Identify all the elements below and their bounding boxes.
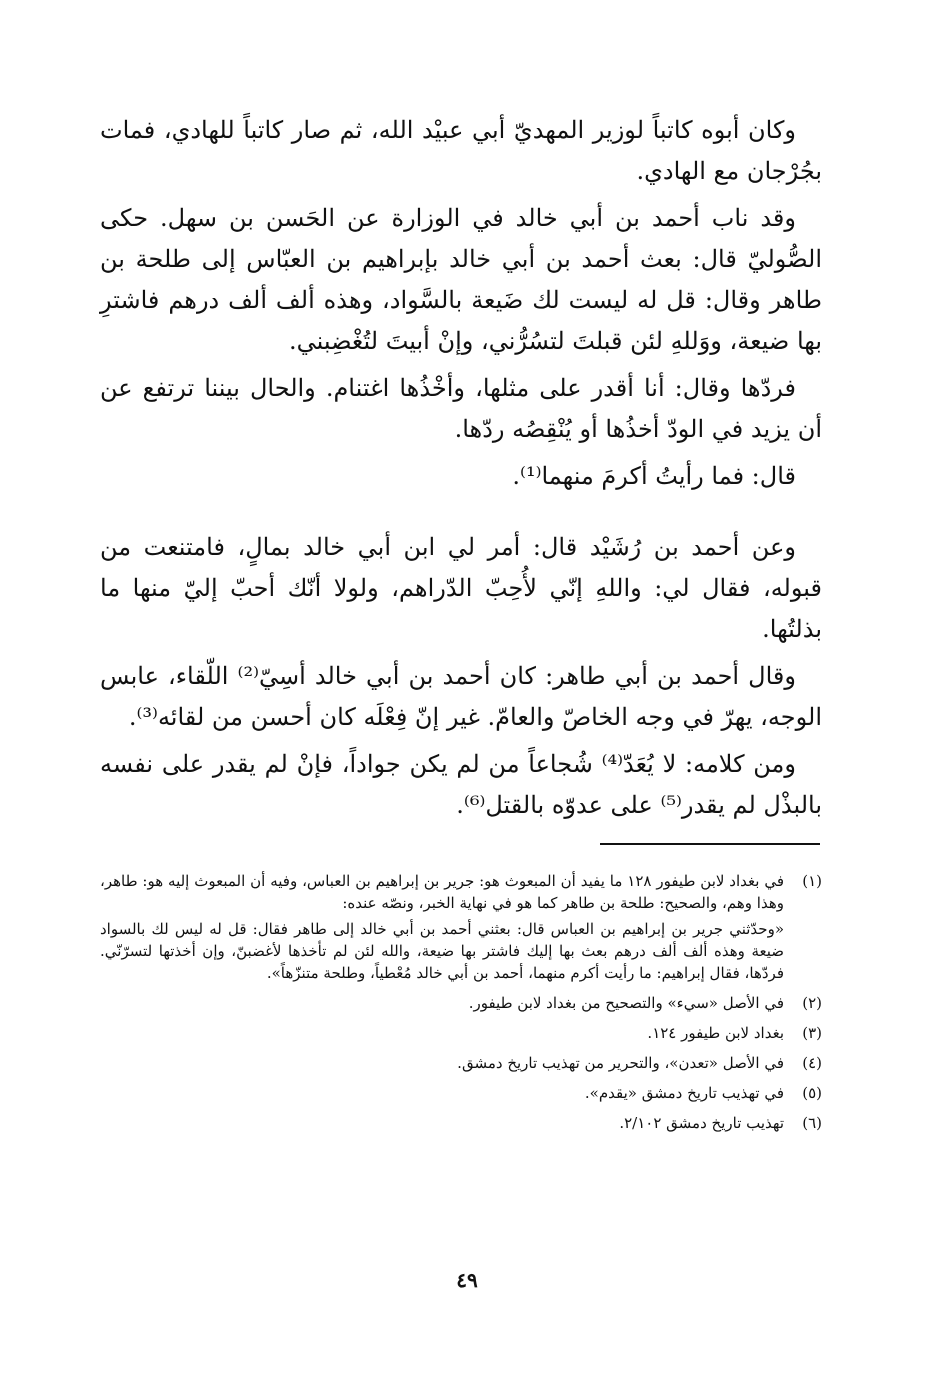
footnote-number: (٤)	[802, 1054, 822, 1072]
footnote-separator	[600, 843, 820, 845]
footnote-text: «وحدّثني جرير بن إبراهيم بن العباس قال: بعثني أحمد بن أبي خالد إلى طاهر فقال: قل له ليس لك بالسواد ضيعة وهذه ألف ألف درهم بعث بها إليك فاشتر بها ضيعة، والله لئن لم تأخذها لأغضبنّ، وإن أخذتها لتسرّنّي. فردّها، فقال إبراهيم: ما رأيت أكرم منهما، أحمد بن أبي خالد مُعْطياً، وطلحة متنزّهاً».	[100, 920, 784, 982]
main-text	[100, 110, 822, 832]
footnotes	[100, 870, 822, 1142]
paragraph: وقال أحمد بن أبي طاهر: كان أحمد بن أبي خالد أسِيّ⁽²⁾ اللّقاء، عابس الوجه، يهرّ في وجه الخاصّ والعامّ. غير إنّ فِعْلَه كان أحسن من لقائه⁽³⁾.	[100, 662, 822, 731]
footnote	[100, 1022, 822, 1048]
paragraph: وعن أحمد بن رُشَيْد قال: أمر لي ابن أبي خالد بمالٍ، فامتنعت من قبوله، فقال لي: واللهِ إنّي لأُحِبّ الدّراهم، ولولا أنّك أحبّ إليّ منها ما بذلتُها.	[100, 533, 822, 643]
footnote	[100, 1112, 822, 1138]
footnote-text: في بغداد لابن طيفور ١٢٨ ما يفيد أن المبعوث هو: جرير بن إبراهيم بن العباس، وفيه أن المبعوث إليه هو: طاهر، وهذا وهم، والصحيح: طلحة بن طاهر كما هو في نهاية الخبر، ونصّه عنده:	[100, 872, 784, 912]
paragraph: ومن كلامه: لا يُعَدّ⁽⁴⁾ شُجاعاً من لم يكن جواداً، فإنْ لم يقدر على نفسه بالبذْل لم يقدر⁽⁵⁾ على عدوّه بالقتل⁽⁶⁾.	[100, 750, 822, 819]
footnote-text: في الأصل «تعدن»، والتحرير من تهذيب تاريخ دمشق.	[457, 1054, 784, 1072]
footnote	[100, 870, 822, 988]
footnote-number: (٣)	[802, 1024, 822, 1042]
footnote-text: تهذيب تاريخ دمشق ٢/١٠٢.	[619, 1114, 784, 1132]
footnote-number: (١)	[802, 872, 822, 890]
paragraph: فردّها وقال: أنا أقدر على مثلها، وأخْذُها اغتنام. والحال بيننا ترتفع عن أن يزيد في الودّ أخذُها أو يُنْقِصُه ردّها.	[100, 374, 822, 443]
paragraph: قال: فما رأيتُ أكرمَ منهما⁽¹⁾.	[512, 462, 796, 490]
footnote	[100, 992, 822, 1018]
footnote-text: في تهذيب تاريخ دمشق «يقدم».	[584, 1084, 784, 1102]
footnote-number: (٦)	[802, 1114, 822, 1132]
footnote-number: (٢)	[802, 994, 822, 1012]
footnote	[100, 1052, 822, 1078]
footnote-text: بغداد لابن طيفور ١٢٤.	[647, 1024, 784, 1042]
paragraph: وقد ناب أحمد بن أبي خالد في الوزارة عن الحَسن بن سهل. حكى الصُّوليّ قال: بعث أحمد بن أبي خالد بإبراهيم بن العبّاس إلى طلحة بن طاهر وقال: قل له ليست لك ضَيعة بالسَّواد، وهذه ألف ألف درهم فاشترِ بها ضيعة، ووَللهِ لئن قبلتَ لتسُرُّني، وإنْ أبيتَ لتُغْضِبني.	[100, 204, 822, 355]
paragraph: وكان أبوه كاتباً لوزير المهديّ أبي عبيْد الله، ثم صار كاتباً للهادي، فمات بجُرْجان مع الهادي.	[100, 116, 822, 185]
footnote-number: (٥)	[802, 1084, 822, 1102]
footnote-text: في الأصل «سيء» والتصحيح من بغداد لابن طيفور.	[468, 994, 784, 1012]
page-number: ٤٩	[456, 1268, 478, 1292]
footnote	[100, 1082, 822, 1108]
